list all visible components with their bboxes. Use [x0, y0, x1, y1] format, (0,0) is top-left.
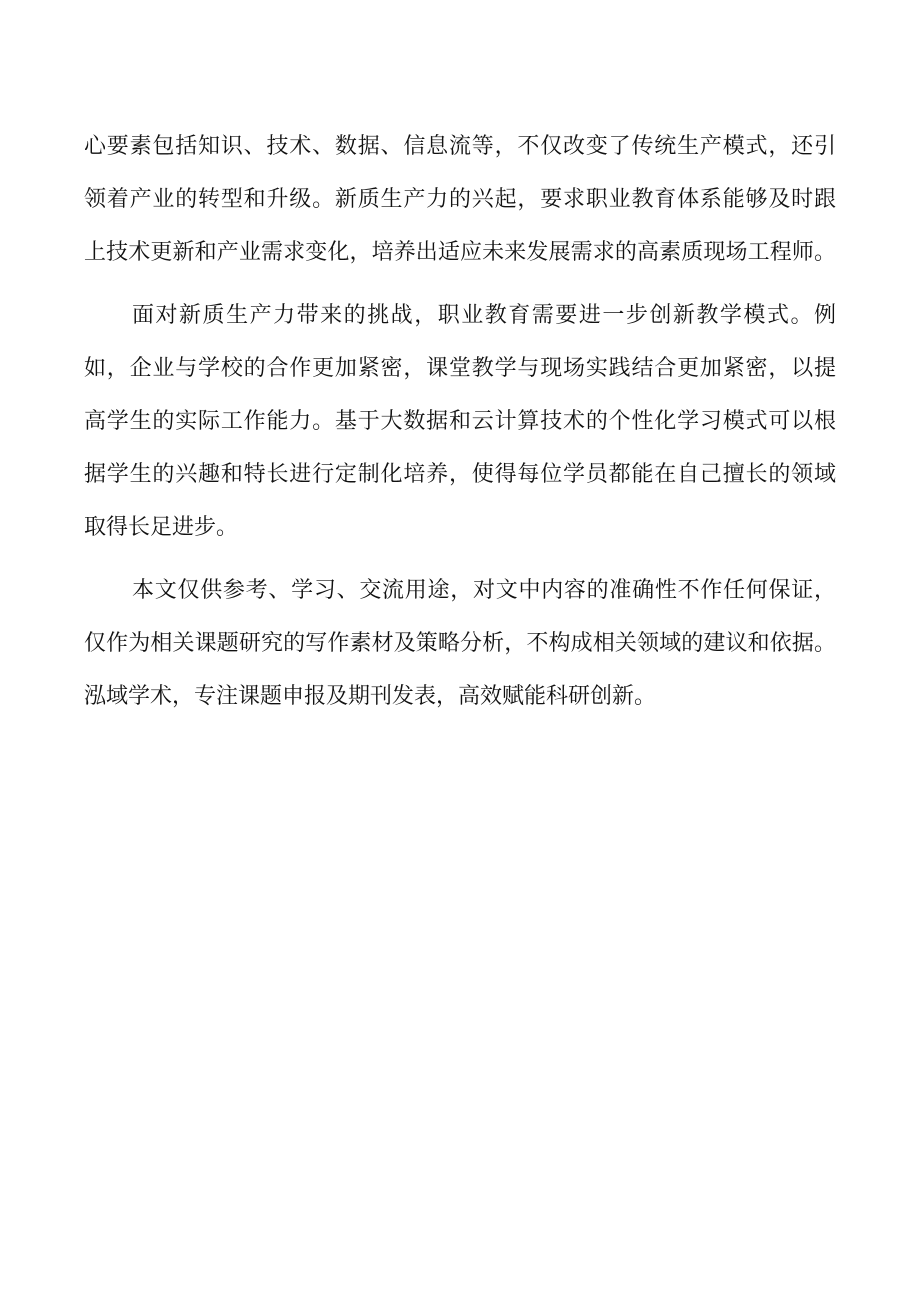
text-line: 如，企业与学校的合作更加紧密，课堂教学与现场实践结合更加紧密，以提 [84, 356, 836, 381]
text-line: 上技术更新和产业需求变化，培养出适应未来发展需求的高素质现场工程师。 [84, 240, 836, 265]
paragraph-2 [84, 289, 836, 554]
paragraph-1 [84, 120, 836, 279]
text-line: 心要素包括知识、技术、数据、信息流等，不仅改变了传统生产模式，还引 [84, 134, 836, 159]
text-line: 泓域学术，专注课题申报及期刊发表，高效赋能科研创新。 [84, 684, 657, 709]
document-body [84, 120, 836, 723]
text-line: 面对新质生产力带来的挑战，职业教育需要进一步创新教学模式。例 [132, 303, 836, 328]
paragraph-spacer [84, 554, 836, 564]
text-line: 取得长足进步。 [84, 515, 239, 540]
text-line: 领着产业的转型和升级。新质生产力的兴起，要求职业教育体系能够及时跟 [84, 187, 836, 212]
paragraph-spacer [84, 279, 836, 289]
text-line: 本文仅供参考、学习、交流用途，对文中内容的准确性不作任何保证， [132, 578, 836, 603]
paragraph-3 [84, 564, 836, 723]
text-line: 高学生的实际工作能力。基于大数据和云计算技术的个性化学习模式可以根 [84, 409, 836, 434]
text-line: 仅作为相关课题研究的写作素材及策略分析，不构成相关领域的建议和依据。 [84, 631, 836, 656]
text-line: 据学生的兴趣和特长进行定制化培养，使得每位学员都能在自己擅长的领域 [84, 462, 836, 487]
